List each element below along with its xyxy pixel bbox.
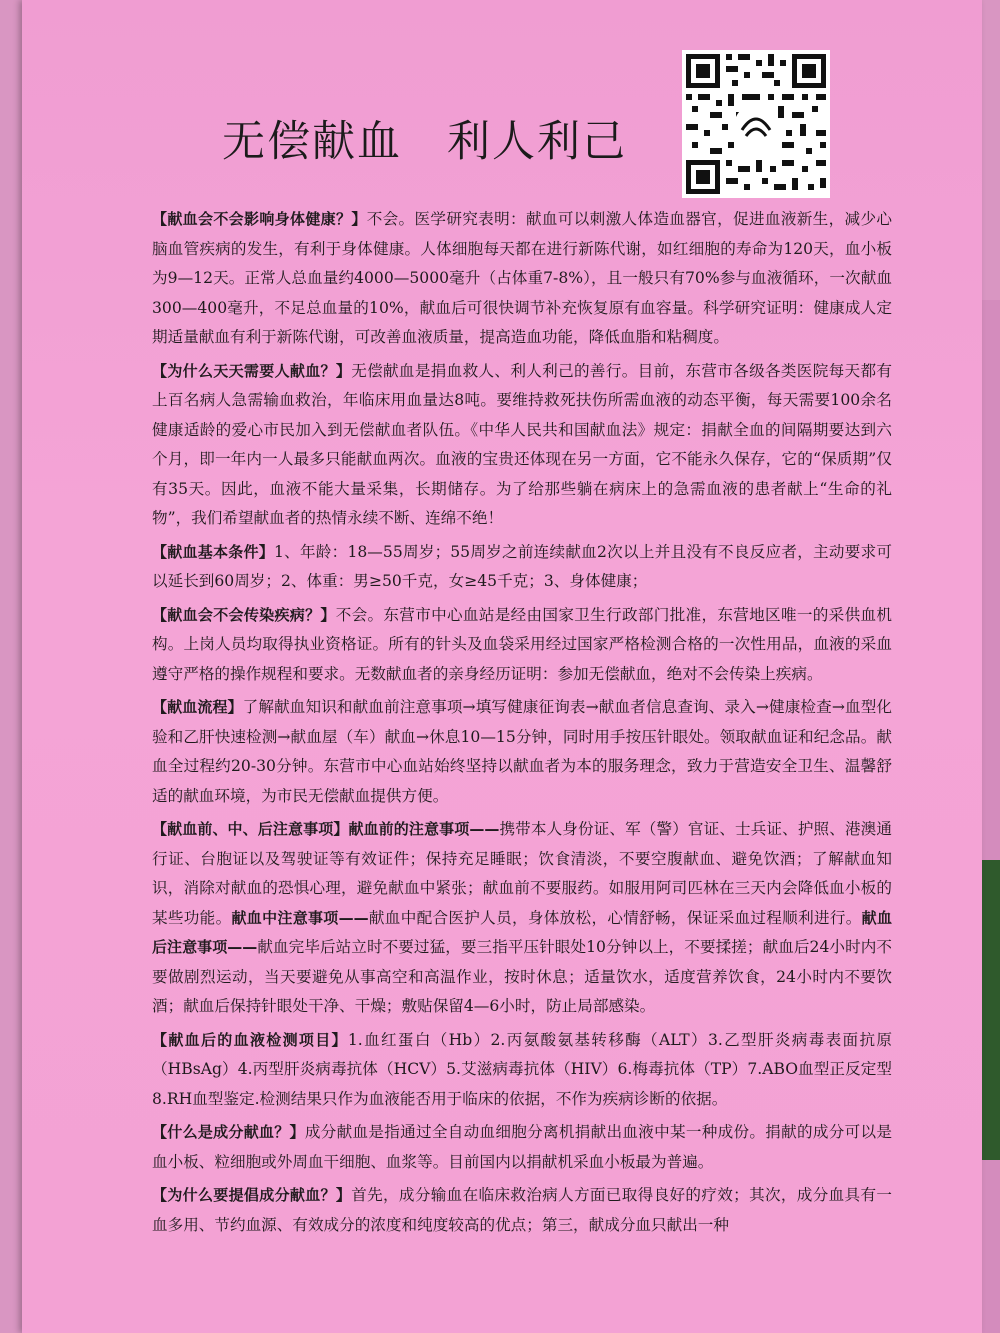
qr-code-icon [682, 50, 830, 198]
text-testing: 1.血红蛋白（Hb）2.丙氨酸氨基转移酶（ALT）3.乙型肝炎病毒表面抗原（HBsAg）4.丙型肝炎病毒抗体（HCV）5.艾滋病毒抗体（HIV）6.梅毒抗体（TP）7.ABO血型正反定型8.RH血型鉴定.检测结果只作为血液能否用于临床的依据，不作为疾病诊断的依据。 [152, 1030, 892, 1108]
paragraph-promote [152, 1181, 892, 1240]
heading-infection: 【献血会不会传染疾病？】 [152, 605, 336, 624]
paragraph-component [152, 1118, 892, 1177]
heading-health: 【献血会不会影响身体健康？】 [152, 210, 367, 228]
flyer-body [152, 205, 892, 1244]
text-promote: 首先，成分输血在临床救治病人方面已取得良好的疗效；其次，成分血具有一血多用、节约血源、有效成分的浓度和纯度较高的优点；第三，献成分血只献出一种 [152, 1186, 892, 1234]
text-process: 了解献血知识和献血前注意事项→填写健康征询表→献血者信息查询、录入→健康检查→血型化验和乙肝快速检测→献血屋（车）献血→休息10—15分钟，同时用手按压针眼处。领取献血证和纪念品。献血全过程约20-30分钟。东营市中心血站始终坚持以献血者为本的服务理念，致力于营造安全卫生、温馨舒适的献血环境，为市民无偿献血提供方便。 [152, 698, 892, 805]
heading-testing: 【献血后的血液检测项目】 [152, 1030, 348, 1049]
text-component: 成分献血是指通过全自动血细胞分离机捐献出血液中某一种成份。捐献的成分可以是血小板、粒细胞或外周血干细胞、血浆等。目前国内以捐献机采血小板最为普遍。 [152, 1123, 892, 1171]
heading-process: 【献血流程】 [152, 698, 243, 716]
paragraph-health [152, 205, 892, 353]
text-infection: 不会。东营市中心血站是经由国家卫生行政部门批准，东营地区唯一的采供血机构。上岗人员均取得执业资格证。所有的针头及血袋采用经过国家严格检测合格的一次性用品，血液的采血遵守严格的操作规程和要求。无数献血者的亲身经历证明：参加无偿献血，绝对不会传染上疾病。 [152, 605, 892, 683]
flyer-sheet [22, 0, 982, 1333]
subheading-during: 献血中注意事项—— [231, 908, 369, 927]
qr-code[interactable] [682, 50, 830, 198]
heading-promote: 【为什么要提倡成分献血？】 [152, 1186, 352, 1204]
subheading-after: 献血后注意事项—— [152, 908, 892, 956]
heading-daily-need: 【为什么天天需要人献血？】 [152, 361, 352, 380]
paragraph-conditions [152, 538, 892, 597]
subheading-before: 献血前的注意事项—— [348, 820, 500, 838]
text-during: 献血中配合医护人员，身体放松，心情舒畅，保证采血过程顺利进行。 [368, 908, 862, 927]
paragraph-infection [152, 601, 892, 690]
text-conditions: 1、年龄：18—55周岁；55周岁之前连续献血2次以上并且没有不良反应者，主动要求可以延长到60周岁；2、体重：男≥50千克，女≥45千克；3、身体健康； [152, 542, 892, 590]
text-health: 不会。医学研究表明：献血可以刺激人体造血器官，促进血液新生，减少心脑血管疾病的发生，有利于身体健康。人体细胞每天都在进行新陈代谢，如红细胞的寿命为120天，血小板为9—12天。正常人总血量约4000—5000毫升（占体重7-8%），且一般只有70%参与血液循环，一次献血300—400毫升，不足总血量的10%，献血后可很快调节补充恢复原有血容量。科学研究证明：健康成人定期适量献血有利于新陈代谢，可改善血液质量，提高造血功能，降低血脂和粘稠度。 [152, 210, 892, 346]
paragraph-testing [152, 1026, 892, 1115]
paragraph-precautions [152, 815, 892, 1022]
heading-component: 【什么是成分献血？】 [152, 1123, 305, 1141]
heading-conditions: 【献血基本条件】 [152, 542, 274, 561]
paragraph-process [152, 693, 892, 811]
flyer-title: 无偿献血 利人利己 [222, 117, 627, 167]
heading-precautions: 【献血前、中、后注意事项】 [152, 820, 349, 838]
paragraph-daily-need [152, 357, 892, 534]
text-after: 献血完毕后站立时不要过猛，要三指平压针眼处10分钟以上，不要揉搓；献血后24小时内不要做剧烈运动，当天要避免从事高空和高温作业，按时休息；适量饮水，适度营养饮食，24小时内不要饮酒；献血后保持针眼处干净、干燥；敷贴保留4—6小时，防止局部感染。 [152, 938, 892, 1015]
text-daily-need: 无偿献血是捐血救人、利人利己的善行。目前，东营市各级各类医院每天都有上百名病人急需输血救治，年临床用血量达8吨。要维持救死扶伤所需血液的动态平衡，每天需要100余名健康适龄的爱心市民加入到无偿献血者队伍。《中华人民共和国献血法》规定：捐献全血的间隔期要达到六个月，即一年内一人最多只能献血两次。血液的宝贵还体现在另一方面，它不能永久保存，它的“保质期”仅有35天。因此，血液不能大量采集，长期储存。为了给那些躺在病床上的急需血液的患者献上“生命的礼物”，我们希望献血者的热情永续不断、连绵不绝！ [152, 361, 892, 527]
text-before: 携带本人身份证、军（警）官证、士兵证、护照、港澳通行证、台胞证以及驾驶证等有效证件；保持充足睡眠；饮食清淡，不要空腹献血、避免饮酒；了解献血知识，消除对献血的恐惧心理，避免献血中紧张；献血前不要服药。如服用阿司匹林在三天内会降低血小板的某些功能。 [152, 820, 892, 927]
